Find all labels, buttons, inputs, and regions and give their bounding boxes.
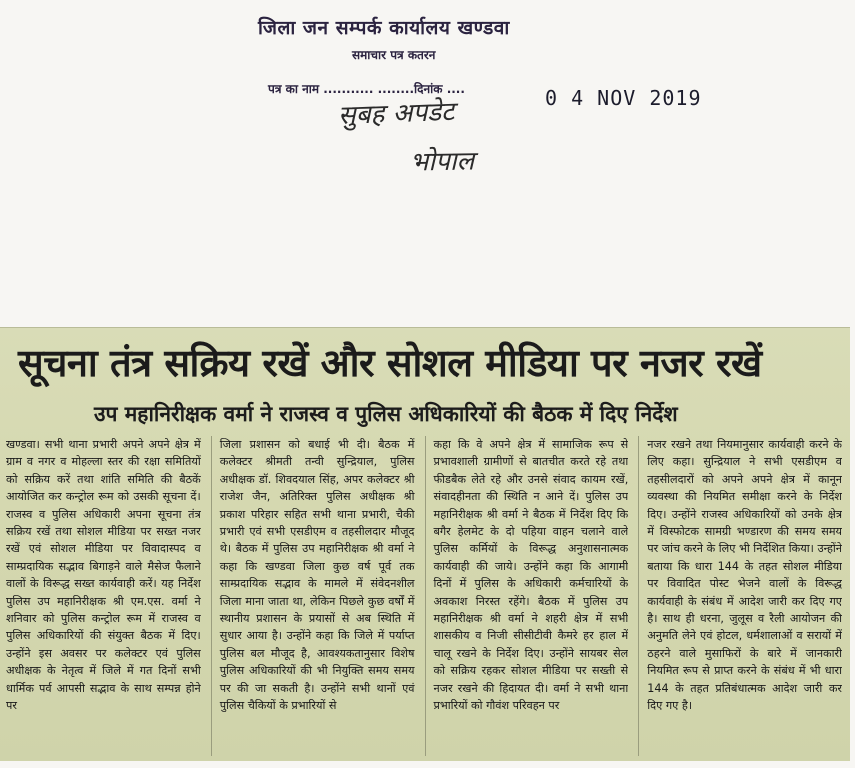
article-column-2: जिला प्रशासन को बधाई भी दी। बैठक में कलेक्टर श्रीमती तन्वी सुन्द्रियाल, पुलिस अधीक्षक डॉ. शिवदयाल सिंह, अपर कलेक्टर श्री राजेश जैन, अतिरिक्त पुलिस अधीक्षक श्री प्रकाश परिहार सहित सभी थाना प्रभारी, चैकी प्रभारी एवं सभी एसडीएम व तहसीलदार मौजूद थे। बैठक में पुलिस उप महानिरीक्षक श्री वर्मा ने कहा कि खण्डवा जिला कुछ वर्ष पूर्व तक साम्प्रदायिक सद्भाव के मामले में संवेदनशील जिला माना जाता था, लेकिन पिछले कुछ वर्षों में स्थानीय प्रशासन के प्रयासों से अब स्थिति में सुधार आया है। उन्होंने कहा कि जिले में पर्याप्त पुलिस बल मौजूद है, आवश्यकतानुसार विशेष पुलिस अधिकारियों की भी नियुक्ति समय समय पर की जा सकती है। उन्होंने सभी थानों एवं पुलिस चैकियों के प्रभारियों से — [211, 436, 415, 756]
office-name: जिला जन सम्पर्क कार्यालय खण्डवा — [258, 17, 510, 39]
article-column-3: कहा कि वे अपने क्षेत्र में सामाजिक रूप से प्रभावशाली ग्रामीणों से बातचीत करते रहे तथा फीडबैक लेते रहे और उनसे संवाद कायम रखें, संवादहीनता की स्थिति न आने दें। पुलिस उप महानिरीक्षक श्री वर्मा ने बैठक में निर्देश दिए कि बगैर हेलमेट के दो पहिया वाहन चलाने वाले पुलिस कर्मियों के विरूद्ध अनुशासनात्मक कार्यवाही की जाये। उन्होंने कहा कि आगामी दिनों में पुलिस के अधिकारी कर्मचारियों के अवकाश निरस्त रहेंगे। बैठक में पुलिस उप महानिरीक्षक श्री वर्मा ने शहरी क्षेत्र में सभी शासकीय व निजी सीसीटीवी कैमरे हर हाल में चालू रखने के निर्देश दिए। उन्होंने सायबर सेल को सक्रिय रहकर सोशल मीडिया पर सख्ती से नजर रखने की हिदायत दी। वर्मा ने सभी थाना प्रभारियों को गौवंश परिवहन पर — [425, 436, 629, 756]
paper-name-label: पत्र का नाम ........... — [268, 82, 374, 96]
article-body — [6, 436, 842, 756]
article-column-4: नजर रखने तथा नियमानुसार कार्यवाही करने के लिए कहा। सुन्द्रियाल ने सभी एसडीएम व तहसीलदारों को अपने अपने क्षेत्र में कानून व्यवस्था की नियमित समीक्षा करने के निर्देश दिए। उन्होंने राजस्व अधिकारियों को उनके क्षेत्र में विस्फोटक सामग्री भण्डारण की समय समय पर जांच करने के लिए भी निर्देशित किया। उन्होंने बताया कि धारा 144 के तहत सोशल मीडिया पर विवादित पोस्ट भेजने वालों के विरूद्ध कार्यवाही के संबंध में आदेश जारी कर दिए गए है। साथ ही धरना, जुलूस व रैली आयोजन की अनुमति लेने एवं होटल, धर्मशालाओं व सरायों में ठहरने वाले मुसाफिरों के बारे में जानकारी नियमित रूप से प्राप्त करने के संबंध में भी धारा 144 के तहत प्रतिबंधात्मक आदेश जारी कर दिए गए है। — [638, 436, 842, 756]
article-column-1: खण्डवा। सभी थाना प्रभारी अपने अपने क्षेत्र में ग्राम व नगर व मोहल्ला स्तर की रक्षा समितियों को सक्रिय करें तथा शांति समिति की बैठकें आयोजित कर कन्ट्रोल रूम को उसकी सूचना दें। राजस्व व पुलिस अधिकारी अपना सूचना तंत्र सक्रिय रखें तथा सोशल मीडिया पर सख्त नजर रखें एवं सोशल मीडिया पर विवादास्पद व साम्प्रदायिक सद्भाव बिगाड़ने वाले मैसेज फैलाने वालों के विरूद्ध सख्त कार्यवाही करें। यह निर्देश पुलिस उप महानिरीक्षक श्री एम.एस. वर्मा ने शनिवार को पुलिस कन्ट्रोल रूम में राजस्व व पुलिस अधिकारियों की संयुक्त बैठक में दिए। उन्होंने इस अवसर पर कलेक्टर एवं पुलिस अधीक्षक के नेतृत्व में जिले में गत दिनों सभी धार्मिक पर्व आपसी सद्भाव के साथ सम्पन्न होने पर — [6, 438, 201, 713]
clipping-subtitle: समाचार पत्र कतरन — [352, 48, 436, 62]
handwritten-paper-name: सुबह अपडेट — [337, 96, 455, 132]
date-stamp: 0 4 NOV 2019 — [545, 86, 702, 110]
handwritten-city: भोपाल — [409, 146, 475, 178]
article-headline: सूचना तंत्र सक्रिय रखें और सोशल मीडिया पर नजर रखें — [18, 341, 762, 385]
newspaper-clipping — [0, 327, 850, 761]
office-stamp-header — [0, 0, 855, 300]
article-subheadline: उप महानिरीक्षक वर्मा ने राजस्व व पुलिस अधिकारियों की बैठक में दिए निर्देश — [94, 402, 678, 426]
date-label: ........दिनांक .... — [377, 82, 465, 96]
